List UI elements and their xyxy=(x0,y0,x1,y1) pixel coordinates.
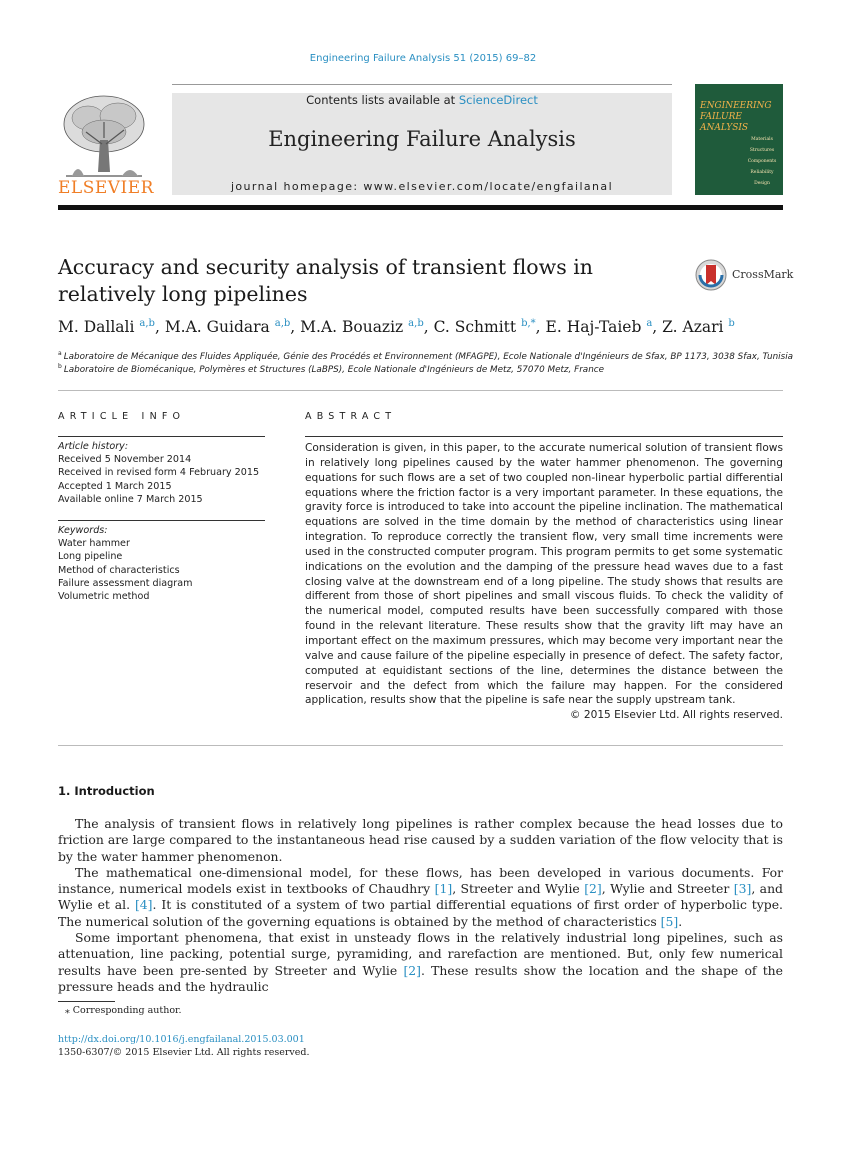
journal-homepage[interactable]: journal homepage: www.elsevier.com/locate/engfailanal xyxy=(230,180,614,193)
affiliation-text: Laboratoire de Biomécanique, Polymères et Structures (LaBPS), Ecole Nationale d'Ingénieurs de Metz, 57070 Metz, France xyxy=(63,364,605,375)
paragraph-text: . It is constituted of a system of two partial differential equations of first order of hyperbolic type. The numerical solution of the governing equations is obtained by the method of characteristics xyxy=(58,897,783,929)
history-item: Received 5 November 2014 xyxy=(58,454,192,466)
journal-name: Engineering Failure Analysis xyxy=(268,127,576,151)
author-separator: , xyxy=(535,318,546,337)
cover-title-line: FAILURE xyxy=(700,112,742,122)
abstract xyxy=(305,441,783,723)
author-name[interactable]: M.A. Guidara xyxy=(164,318,270,337)
abstract-text: Consideration is given, in this paper, to the accurate numerical solution of transient flows in relatively long pipelines caused by the water hammer phenomenon. The governing equations for such flows are a set of two coupled non-linear hyperbolic partial differential equations where the friction factor is a very important parameter. In these equations, the gravity force is introduced to take into account the pipeline inclination. The mathematical equations are solved in the time domain by the method of characteristics using linear integration. To reproduce correctly the transient flow, very small time increments were used in the constructed computer program. This program permits to get some systematic indications on the evolution and the damping of the pressure head waves due to a fast closing valve at the downstream end of a long pipeline. The study shows that results are different from those of short pipelines and small viscous fluids. To check the validity of the numerical model, computed results have been successfully compared with those found in the relevant literature. These results show that the gravity lift may have an important effect on the maximum pressures, which may become very important near the valve and cause failure of the pipeline especially in presence of defect. The safety factor, computed at equidistant sections of the line, determines the distance between the reservoir and the defect from which the failure may happen. For the considered application, results show that the pipeline is safe near the supply upstream tank. xyxy=(305,442,783,707)
abstract-copyright: © 2015 Elsevier Ltd. All rights reserved. xyxy=(569,709,783,722)
paragraph-text: , and Wylie et al. xyxy=(58,881,783,913)
sciencedirect-link[interactable]: ScienceDirect xyxy=(458,93,538,107)
cover-title-line: ENGINEERING xyxy=(700,101,772,111)
section-body xyxy=(58,816,783,995)
paragraph: The analysis of transient flows in relatively long pipelines is rather complex because the head losses due to friction are large compared to the instantaneous head rise caused by a sudden variation of the flow velocity that is by the water hammer phenomenon. xyxy=(58,816,783,864)
history-item: Received in revised form 4 February 2015 xyxy=(58,467,260,479)
history-item: Accepted 1 March 2015 xyxy=(58,480,172,492)
keywords-label: Keywords: xyxy=(58,525,108,536)
keyword: Method of characteristics xyxy=(58,564,180,576)
issn-copyright: 1350-6307/© 2015 Elsevier Ltd. All rights reserved. xyxy=(58,1047,310,1058)
author-separator: , xyxy=(423,318,434,337)
cover-subject: Reliability xyxy=(750,170,774,175)
contents-prefix: Contents lists available at xyxy=(306,93,459,107)
author-separator: , xyxy=(652,318,663,337)
contents-line xyxy=(172,93,672,107)
author-name[interactable]: C. Schmitt xyxy=(433,318,517,337)
divider xyxy=(305,436,783,437)
divider xyxy=(58,436,265,437)
elsevier-tree-logo xyxy=(58,92,150,180)
cover-title-line: ANALYSIS xyxy=(700,123,749,133)
author-affiliation-mark[interactable]: b,* xyxy=(521,318,536,329)
divider xyxy=(58,520,265,521)
cover-subject: Design xyxy=(754,181,770,186)
paragraph-text: . xyxy=(678,913,683,929)
keyword: Water hammer xyxy=(58,538,130,550)
divider xyxy=(58,390,783,391)
paragraph-text: , Wylie and Streeter xyxy=(601,881,734,897)
author-affiliation-mark[interactable]: a,b xyxy=(274,318,291,329)
author-affiliation-mark[interactable]: a,b xyxy=(408,318,424,329)
paragraph xyxy=(58,865,783,930)
article-info-heading: ARTICLE INFO xyxy=(58,411,186,422)
history-label: Article history: xyxy=(58,441,129,452)
author-list xyxy=(58,318,788,336)
affiliation-text: Laboratoire de Mécanique des Fluides Appliquée, Génie des Procédés et Environnement (MFAGPE), Ecole Nationale d'Ingénieurs de Sfax, BP 1173, 3038 Sfax, Tunisia xyxy=(63,351,794,362)
history-item: Available online 7 March 2015 xyxy=(58,493,203,505)
header-thick-rule xyxy=(58,205,783,210)
crossmark-label[interactable]: CrossMark xyxy=(732,268,794,281)
elsevier-wordmark: ELSEVIER xyxy=(58,178,154,198)
author-separator: , xyxy=(154,318,165,337)
citation-link[interactable]: [3] xyxy=(733,881,752,897)
author-name[interactable]: E. Haj-Taieb xyxy=(545,318,642,337)
paragraph-text: . These results show the location and the shape of the pressure heads and the hydraulic xyxy=(58,962,783,994)
cover-subject: Components xyxy=(747,159,777,164)
keyword: Volumetric method xyxy=(58,591,150,603)
article-title: Accuracy and security analysis of transient flows in relatively long pipelines xyxy=(58,255,593,306)
paragraph-text: , Streeter and Wylie xyxy=(452,881,585,897)
author-affiliation-mark[interactable]: a xyxy=(646,318,653,329)
author-separator: , xyxy=(290,318,301,337)
section-title: 1. Introduction xyxy=(58,784,155,798)
keyword: Long pipeline xyxy=(58,551,123,563)
cover-subjects xyxy=(744,134,780,189)
divider xyxy=(58,745,783,746)
cover-subject: Materials xyxy=(751,137,773,142)
author-affiliation-mark[interactable]: a,b xyxy=(139,318,155,329)
citation-link[interactable]: [2] xyxy=(584,881,602,897)
author-affiliation-mark[interactable]: b xyxy=(728,318,735,329)
footnote-rule xyxy=(58,1001,115,1002)
abstract-heading: ABSTRACT xyxy=(305,411,397,422)
author-name[interactable]: M.A. Bouaziz xyxy=(300,318,404,337)
citation-link[interactable]: [5] xyxy=(660,913,679,929)
keywords xyxy=(58,524,268,603)
citation-link[interactable]: [2] xyxy=(403,962,421,978)
cover-subject: Structures xyxy=(749,148,775,153)
paragraph-text: Some important phenomena, that exist in unsteady flows in the relatively industrial long pipelines, such as attenuation, line packing, potential surge, pyramiding, and rarefaction are mentioned. But, only few numerical results have been pre-sented by Streeter and Wylie xyxy=(58,930,783,978)
keyword: Failure assessment diagram xyxy=(58,577,193,589)
doi-link[interactable]: http://dx.doi.org/10.1016/j.engfailanal.2015.03.001 xyxy=(58,1034,305,1045)
paragraph-text: The mathematical one-dimensional model, for these flows, has been developed in various documents. For instance, numerical models exist in textbooks of Chaudhry xyxy=(58,864,783,897)
citation-link[interactable]: [1] xyxy=(434,881,453,897)
corresponding-author-footnote: ⁎ Corresponding author. xyxy=(65,1005,182,1016)
author-name[interactable]: Z. Azari xyxy=(662,318,724,337)
affiliation-mark: b xyxy=(58,363,62,370)
affiliation-mark: a xyxy=(58,350,62,357)
article-history xyxy=(58,440,268,506)
cover-title xyxy=(700,101,780,134)
header-rule xyxy=(172,84,672,85)
affiliation-a xyxy=(58,350,794,362)
journal-reference-link[interactable]: Engineering Failure Analysis 51 (2015) 69–82 xyxy=(309,53,537,64)
paragraph xyxy=(58,930,783,995)
author-name[interactable]: M. Dallali xyxy=(58,318,135,337)
affiliation-b xyxy=(58,363,788,375)
citation-link[interactable]: [4] xyxy=(134,897,153,913)
